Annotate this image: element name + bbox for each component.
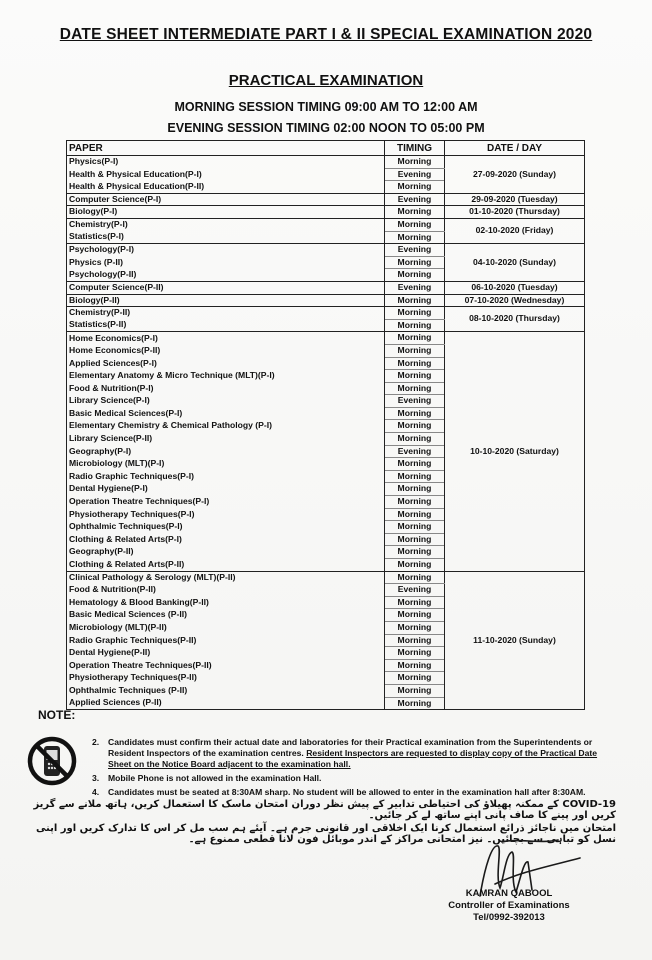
timing-cell: Morning: [385, 407, 445, 420]
paper-cell: Psychology(P-I): [67, 244, 385, 257]
column-header-paper: PAPER: [67, 141, 385, 156]
date-cell: 04-10-2020 (Sunday): [445, 244, 585, 282]
timing-cell: Morning: [385, 596, 445, 609]
paper-cell: Physics (P-II): [67, 256, 385, 269]
timing-cell: Morning: [385, 218, 445, 231]
table-row: [67, 294, 585, 307]
signature-block: [414, 888, 604, 924]
paper-cell: Psychology(P-II): [67, 269, 385, 282]
timing-cell: Morning: [385, 458, 445, 471]
note-text: Mobile Phone is not allowed in the examination Hall.: [108, 773, 322, 783]
table-row: [67, 307, 585, 320]
table-header-row: [67, 141, 585, 156]
timing-cell: Morning: [385, 307, 445, 320]
timing-cell: Evening: [385, 244, 445, 257]
timing-cell: Evening: [385, 395, 445, 408]
table-row: [67, 206, 585, 219]
signatory-name: KAMRAN QABOOL: [465, 888, 553, 899]
timing-cell: Morning: [385, 533, 445, 546]
timing-cell: Morning: [385, 659, 445, 672]
paper-cell: Basic Medical Sciences(P-I): [67, 407, 385, 420]
timing-cell: Morning: [385, 546, 445, 559]
paper-cell: Statistics(P-II): [67, 319, 385, 332]
paper-cell: Elementary Anatomy & Micro Technique (MLT)(P-I): [67, 370, 385, 383]
date-cell: 10-10-2020 (Saturday): [445, 332, 585, 571]
timing-cell: Morning: [385, 634, 445, 647]
table-row: [67, 332, 585, 345]
timing-cell: Evening: [385, 168, 445, 181]
timing-cell: Morning: [385, 181, 445, 194]
timing-cell: Morning: [385, 294, 445, 307]
timing-cell: Morning: [385, 231, 445, 244]
paper-cell: Microbiology (MLT)(P-I): [67, 458, 385, 471]
no-mobile-phone-icon: [26, 735, 78, 787]
paper-cell: Operation Theatre Techniques(P-II): [67, 659, 385, 672]
paper-cell: Basic Medical Sciences (P-II): [67, 609, 385, 622]
paper-cell: Dental Hygiene(P-II): [67, 647, 385, 660]
timing-cell: Morning: [385, 483, 445, 496]
paper-cell: Computer Science(P-I): [67, 193, 385, 206]
timing-cell: Morning: [385, 559, 445, 572]
timing-cell: Morning: [385, 382, 445, 395]
note-label: NOTE:: [38, 708, 76, 722]
column-header-date: DATE / DAY: [445, 141, 585, 156]
paper-cell: Elementary Chemistry & Chemical Pathology (P-I): [67, 420, 385, 433]
notes-list: [92, 737, 622, 801]
timing-cell: Morning: [385, 508, 445, 521]
column-header-timing: TIMING: [385, 141, 445, 156]
timing-cell: Morning: [385, 621, 445, 634]
urdu-unfair-means-notice: امتحان میں ناجائز ذرائع استعمال کرنا ایک اخلاقی اور قانونی جرم ہے۔ آیئے ہم سب مل کر اس کا تدارک کریں اور اپنی نسل کو تباہی سے بچائیں۔ نیز امتحانی مراکز کے اندر موبائل فون لانا قطعی ممنوع ہے۔: [35, 823, 616, 845]
date-cell: 06-10-2020 (Tuesday): [445, 281, 585, 294]
date-cell: 07-10-2020 (Wednesday): [445, 294, 585, 307]
timing-cell: Morning: [385, 319, 445, 332]
table-row: [67, 193, 585, 206]
note-text: Candidates must confirm their actual date and laboratories for their Practical examination from the Superintendents or Resident Inspectors of the examination centres.: [108, 737, 593, 758]
date-cell: 11-10-2020 (Sunday): [445, 571, 585, 710]
paper-cell: Hematology & Blood Banking(P-II): [67, 596, 385, 609]
date-sheet-body: [67, 156, 585, 710]
note-number: 3.: [92, 773, 100, 783]
date-sheet-table: [66, 140, 585, 710]
timing-cell: Morning: [385, 370, 445, 383]
paper-cell: Health & Physical Education(P-I): [67, 168, 385, 181]
timing-cell: Morning: [385, 684, 445, 697]
table-row: [67, 281, 585, 294]
date-cell: 29-09-2020 (Tuesday): [445, 193, 585, 206]
paper-cell: Physics(P-I): [67, 156, 385, 169]
paper-cell: Geography(P-I): [67, 445, 385, 458]
timing-cell: Morning: [385, 206, 445, 219]
paper-cell: Dental Hygiene(P-I): [67, 483, 385, 496]
paper-cell: Microbiology (MLT)(P-II): [67, 621, 385, 634]
timing-cell: Morning: [385, 521, 445, 534]
timing-cell: Morning: [385, 357, 445, 370]
paper-cell: Health & Physical Education(P-II): [67, 181, 385, 194]
timing-cell: Morning: [385, 420, 445, 433]
timing-cell: Morning: [385, 571, 445, 584]
table-row: [67, 156, 585, 169]
paper-cell: Ophthalmic Techniques (P-II): [67, 684, 385, 697]
timing-cell: Morning: [385, 156, 445, 169]
timing-cell: Morning: [385, 269, 445, 282]
paper-cell: Geography(P-II): [67, 546, 385, 559]
paper-cell: Ophthalmic Techniques(P-I): [67, 521, 385, 534]
timing-cell: Morning: [385, 256, 445, 269]
note-number: 4.: [92, 787, 100, 797]
evening-session-timing: EVENING SESSION TIMING 02:00 NOON TO 05:00 PM: [167, 121, 485, 135]
paper-cell: Food & Nutrition(P-I): [67, 382, 385, 395]
timing-cell: Morning: [385, 470, 445, 483]
timing-cell: Evening: [385, 584, 445, 597]
date-cell: 02-10-2020 (Friday): [445, 218, 585, 243]
paper-cell: Library Science(P-I): [67, 395, 385, 408]
page-title: DATE SHEET INTERMEDIATE PART I & II SPECIAL EXAMINATION 2020: [59, 26, 593, 43]
note-item: [92, 773, 622, 784]
signatory-designation: Controller of Examinations: [448, 900, 570, 911]
paper-cell: Statistics(P-I): [67, 231, 385, 244]
morning-session-timing: MORNING SESSION TIMING 09:00 AM TO 12:00 AM: [174, 100, 478, 114]
timing-cell: Morning: [385, 697, 445, 710]
paper-cell: Physiotherapy Techniques(P-I): [67, 508, 385, 521]
date-cell: 08-10-2020 (Thursday): [445, 307, 585, 332]
note-item: [92, 787, 622, 798]
note-text: Candidates must be seated at 8:30AM sharp. No student will be allowed to enter in the examination hall after 8:30AM.: [108, 787, 586, 797]
paper-cell: Computer Science(P-II): [67, 281, 385, 294]
note-underlined-text: Resident Inspectors are requested to display copy of the Practical Date Sheet on the Notice Board adjacent to the examination hall.: [108, 748, 598, 769]
timing-cell: Morning: [385, 496, 445, 509]
timing-cell: Morning: [385, 433, 445, 446]
paper-cell: Clinical Pathology & Serology (MLT)(P-II): [67, 571, 385, 584]
paper-cell: Chemistry(P-II): [67, 307, 385, 320]
paper-cell: Biology(P-I): [67, 206, 385, 219]
timing-cell: Evening: [385, 281, 445, 294]
paper-cell: Clothing & Related Arts(P-I): [67, 533, 385, 546]
paper-cell: Library Science(P-II): [67, 433, 385, 446]
paper-cell: Applied Sciences (P-II): [67, 697, 385, 710]
date-cell: 01-10-2020 (Thursday): [445, 206, 585, 219]
page-subtitle: PRACTICAL EXAMINATION: [228, 72, 424, 89]
timing-cell: Evening: [385, 193, 445, 206]
note-item: [92, 737, 622, 770]
note-number: 2.: [92, 737, 100, 747]
paper-cell: Food & Nutrition(P-II): [67, 584, 385, 597]
table-row: [67, 244, 585, 257]
timing-cell: Morning: [385, 609, 445, 622]
timing-cell: Morning: [385, 344, 445, 357]
date-cell: 27-09-2020 (Sunday): [445, 156, 585, 194]
paper-cell: Home Economics(P-I): [67, 332, 385, 345]
table-row: [67, 571, 585, 584]
signatory-telephone: Tel/0992-392013: [473, 912, 545, 923]
timing-cell: Morning: [385, 332, 445, 345]
paper-cell: Biology(P-II): [67, 294, 385, 307]
paper-cell: Home Economics(P-II): [67, 344, 385, 357]
urdu-covid-notice: COVID-19 کے ممکنہ پھیلاؤ کی احتیاطی تدابیر کے پیش نظر دوران امتحان ماسک کا استعمال کریں، ہاتھ ملانے سے گریز کریں اور پینے کا صاف پانی اپنے ساتھ لے کر جائیں۔: [33, 799, 616, 821]
paper-cell: Applied Sciences(P-I): [67, 357, 385, 370]
table-row: [67, 218, 585, 231]
paper-cell: Clothing & Related Arts(P-II): [67, 559, 385, 572]
timing-cell: Evening: [385, 445, 445, 458]
paper-cell: Operation Theatre Techniques(P-I): [67, 496, 385, 509]
timing-cell: Morning: [385, 672, 445, 685]
paper-cell: Radio Graphic Techniques(P-I): [67, 470, 385, 483]
paper-cell: Physiotherapy Techniques(P-II): [67, 672, 385, 685]
paper-cell: Chemistry(P-I): [67, 218, 385, 231]
timing-cell: Morning: [385, 647, 445, 660]
paper-cell: Radio Graphic Techniques(P-II): [67, 634, 385, 647]
